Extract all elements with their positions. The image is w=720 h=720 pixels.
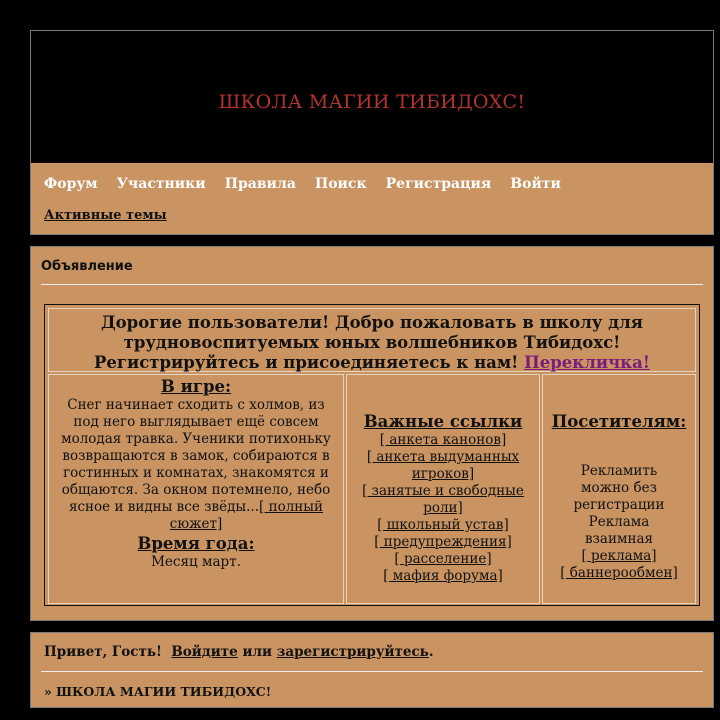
- nav-rules[interactable]: Правила: [224, 176, 296, 192]
- greeting-panel: [30, 632, 714, 708]
- login-link[interactable]: Войдите: [171, 644, 238, 660]
- breadcrumb[interactable]: » ШКОЛА МАГИИ ТИБИДОХС!: [44, 684, 272, 699]
- important-links-heading: Важные ссылки: [363, 412, 523, 431]
- link-canon-form[interactable]: [ анкета канонов]: [379, 432, 507, 448]
- link-advertising[interactable]: [ реклама]: [581, 548, 657, 564]
- welcome-text: Дорогие пользователи! Добро пожаловать в школу для трудновоспитуемых юных волшебников Тибидохс! Регистрируйтесь и присоединяетесь к нам!: [93, 313, 643, 372]
- welcome-message: [49, 309, 695, 373]
- visitors-heading: Посетителям:: [551, 412, 687, 431]
- season-value: Месяц март.: [151, 554, 241, 570]
- roll-call-link[interactable]: Перекличка!: [524, 353, 651, 372]
- greeting-end: .: [428, 644, 434, 660]
- divider: [41, 671, 703, 672]
- register-link[interactable]: зарегистрируйтесь: [276, 644, 429, 660]
- link-banner-exchange[interactable]: [ баннерообмен]: [560, 565, 678, 581]
- announcement-table: [44, 304, 700, 606]
- link-housing[interactable]: [ расселение]: [394, 551, 492, 567]
- nav-search[interactable]: Поиск: [314, 176, 367, 192]
- site-header: [30, 30, 714, 163]
- in-game-cell: [48, 374, 344, 604]
- announcement-title: Объявление: [41, 259, 133, 274]
- divider: [41, 284, 703, 285]
- nav-forum[interactable]: Форум: [44, 176, 98, 192]
- sub-navigation: [30, 198, 714, 235]
- visitors-cell: [542, 374, 696, 604]
- active-topics-link[interactable]: Активные темы: [44, 208, 167, 223]
- main-navigation: [30, 163, 714, 198]
- nav-login[interactable]: Войти: [510, 176, 561, 192]
- link-school-charter[interactable]: [ школьный устав]: [377, 517, 509, 533]
- important-links-list: [347, 432, 539, 585]
- season-heading: Время года:: [137, 534, 255, 553]
- nav-members[interactable]: Участники: [116, 176, 206, 192]
- greeting-or: или: [242, 644, 272, 660]
- full-plot-link[interactable]: [ полный сюжет]: [169, 499, 324, 532]
- site-title: ШКОЛА МАГИИ ТИБИДОХС!: [218, 91, 526, 113]
- link-roles[interactable]: [ занятые и свободные роли]: [362, 483, 524, 516]
- plot-summary: [49, 397, 343, 533]
- in-game-heading: В игре:: [160, 377, 232, 396]
- link-forum-mafia[interactable]: [ мафия форума]: [383, 568, 503, 584]
- guest-greeting: [44, 644, 434, 660]
- link-custom-form[interactable]: [ анкета выдуманных игроков]: [366, 449, 520, 482]
- visitors-text: Рекламить можно без регистрации Реклама взаимная: [573, 463, 665, 547]
- plot-text: Снег начинает сходить с холмов, из под него выглядывает ещё совсем молодая травка. Ученики потихоньку возвращаются в замок, собираются в гостинных и комнатах, знакомятся и общаются. За окном потемнело, небо ясное и видны все звёды...: [61, 397, 331, 515]
- important-links-cell: [346, 374, 540, 604]
- nav-register[interactable]: Регистрация: [385, 176, 492, 192]
- greeting-hello: Привет, Гость!: [44, 644, 162, 660]
- link-warnings[interactable]: [ предупреждения]: [374, 534, 512, 550]
- welcome-cell: [48, 308, 696, 372]
